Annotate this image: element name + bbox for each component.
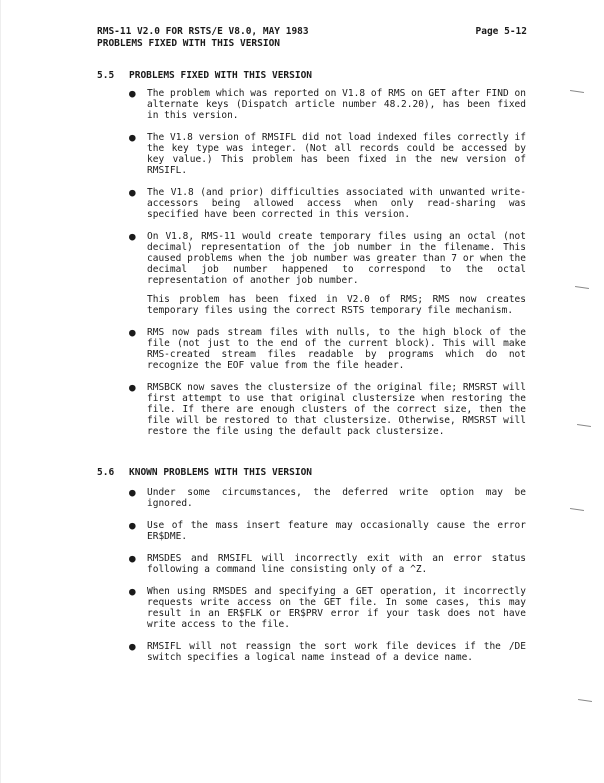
fixed-problems-list (126, 88, 526, 448)
list-item (126, 586, 526, 630)
bullet-icon: ● (129, 131, 136, 144)
item-paragraph: The problem which was reported on V1.8 of RMS on GET after FIND on alternate keys (Dispatch article number 48.2.20), has been fixed in this version. (147, 88, 526, 121)
list-item (126, 641, 526, 663)
margin-mark (577, 424, 591, 427)
known-problems-list (126, 487, 526, 674)
header-title-line2: PROBLEMS FIXED WITH THIS VERSION (97, 38, 281, 49)
list-item (126, 520, 526, 542)
section-title: PROBLEMS FIXED WITH THIS VERSION (129, 70, 313, 81)
bullet-icon: ● (129, 87, 136, 100)
margin-mark (570, 508, 584, 511)
item-paragraph: The V1.8 version of RMSIFL did not load indexed files correctly if the key type was integer. (Not all records could be accessed by key value.) This problem has been fixed in the new version of RMSIFL. (147, 132, 526, 176)
list-item (126, 132, 526, 176)
item-paragraph: RMSBCK now saves the clustersize of the original file; RMSRST will first attempt to use that original clustersize when restoring the file. If there are enough clusters of the correct size, then the file will be restored to that clustersize. Otherwise, RMSRST will restore the file using the default pack clustersize. (147, 382, 526, 437)
bullet-icon: ● (129, 585, 136, 598)
item-paragraph: On V1.8, RMS-11 would create temporary files using an octal (not decimal) representation of the job number in the filename. This caused problems when the job number was greater than 7 or when the decimal job number happened to correspond to the octal representation of another job number. (147, 231, 526, 286)
item-paragraph: This problem has been fixed in V2.0 of RMS; RMS now creates temporary files using the correct RSTS temporary file mechanism. (147, 294, 526, 316)
margin-mark (570, 90, 584, 93)
section-heading-fixed (97, 70, 312, 81)
section-heading-known (97, 467, 312, 478)
list-item (126, 88, 526, 121)
bullet-icon: ● (129, 230, 136, 243)
list-item (126, 487, 526, 509)
running-header (97, 26, 527, 50)
list-item (126, 327, 526, 371)
list-item (126, 231, 526, 316)
margin-mark (575, 286, 589, 289)
section-number: 5.5 (97, 70, 115, 81)
section-title: KNOWN PROBLEMS WITH THIS VERSION (129, 467, 313, 478)
item-paragraph: When using RMSDES and specifying a GET operation, it incorrectly requests write access on the GET file. In some cases, this may result in an ER$FLK or ER$PRV error if your task does not have write access to the file. (147, 586, 526, 630)
header-title-line1: RMS-11 V2.0 FOR RSTS/E V8.0, MAY 1983 (97, 26, 309, 37)
item-paragraph: RMSDES and RMSIFL will incorrectly exit with an error status following a command line consisting only of a ^Z. (147, 553, 526, 575)
bullet-icon: ● (129, 381, 136, 394)
section-number: 5.6 (97, 467, 115, 478)
bullet-icon: ● (129, 186, 136, 199)
page-edge (0, 0, 1, 783)
item-paragraph: Under some circumstances, the deferred write option may be ignored. (147, 487, 526, 509)
list-item (126, 187, 526, 220)
item-paragraph: Use of the mass insert feature may occasionally cause the error ER$DME. (147, 520, 526, 542)
bullet-icon: ● (129, 552, 136, 565)
page-number: Page 5-12 (475, 26, 527, 37)
item-paragraph: RMSIFL will not reassign the sort work file devices if the /DE switch specifies a logical name instead of a device name. (147, 641, 526, 663)
list-item (126, 382, 526, 437)
bullet-icon: ● (129, 486, 136, 499)
margin-mark (578, 699, 592, 702)
list-item (126, 553, 526, 575)
item-paragraph: The V1.8 (and prior) difficulties associated with unwanted write-accessors being allowed access when only read-sharing was specified have been corrected in this version. (147, 187, 526, 220)
bullet-icon: ● (129, 640, 136, 653)
item-paragraph: RMS now pads stream files with nulls, to the high block of the file (not just to the end of the current block). This will make RMS-created stream files readable by programs which do not recognize the EOF value from the file header. (147, 327, 526, 371)
bullet-icon: ● (129, 326, 136, 339)
bullet-icon: ● (129, 519, 136, 532)
